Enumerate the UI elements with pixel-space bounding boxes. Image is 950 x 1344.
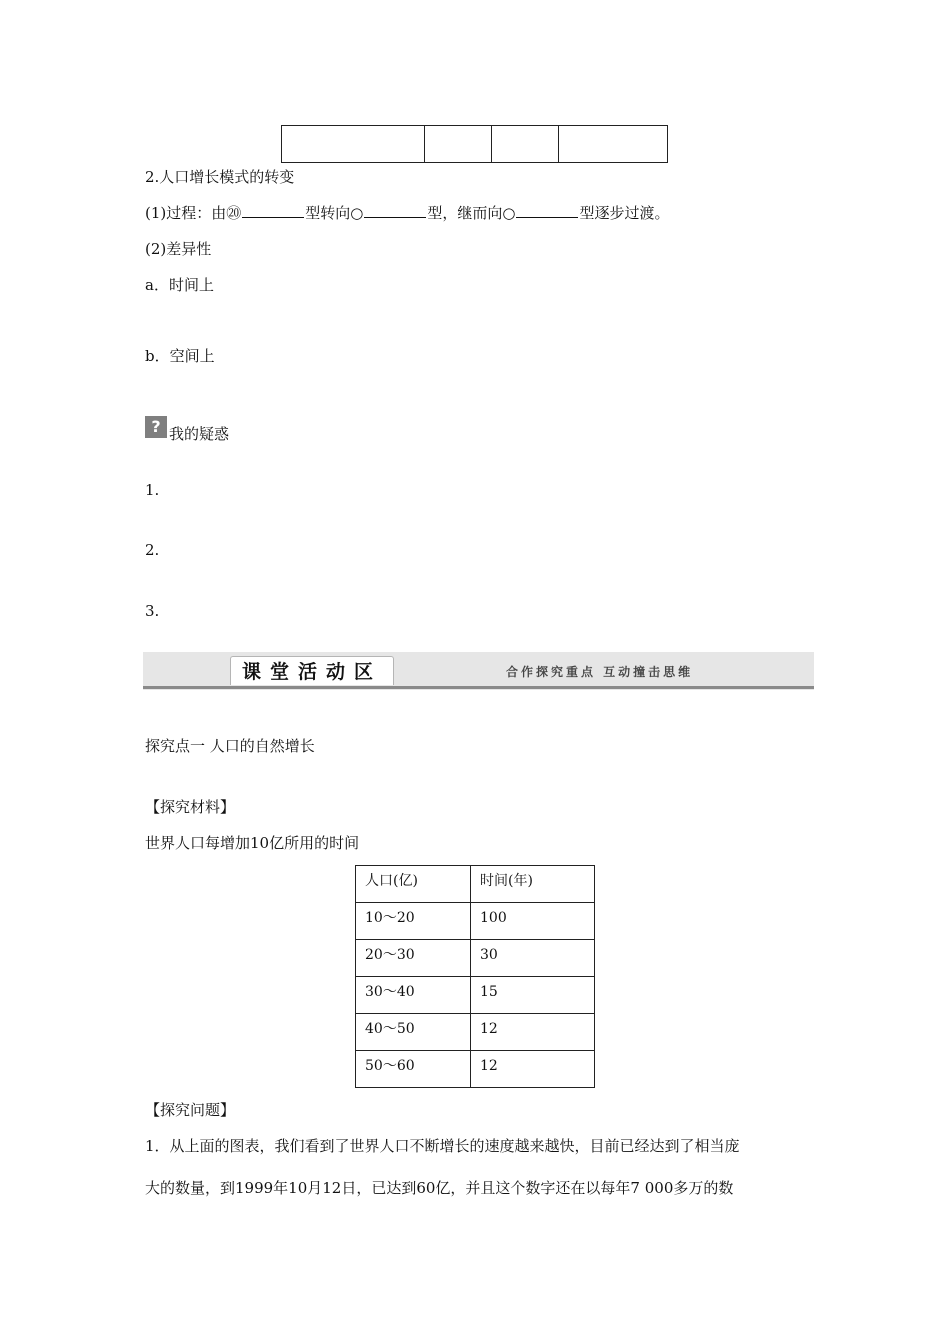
space-label: b．空间上 [145, 347, 215, 365]
table-row [356, 940, 595, 977]
empty-answer-table [281, 125, 668, 163]
process-line [145, 203, 669, 223]
table-row [356, 977, 595, 1014]
process-mid1: 型转向○ [305, 204, 364, 222]
table-cell [559, 126, 668, 163]
explore-point-title: 探究点一 人口的自然增长 [145, 737, 315, 755]
process-lead: (1)过程：由⑳ [145, 204, 242, 222]
process-mid2: 型，继而向○ [427, 204, 516, 222]
table-cell: 12 [471, 1051, 595, 1088]
banner-subtitle: 合作探究重点 互动撞击思维 [506, 665, 694, 679]
section-heading: 2.人口增长模式的转变 [145, 168, 295, 186]
table-cell: 12 [471, 1014, 595, 1051]
table-cell [425, 126, 492, 163]
fill-blank[interactable] [242, 203, 304, 218]
banner-divider [143, 686, 814, 689]
table-row [356, 1014, 595, 1051]
table-row [356, 903, 595, 940]
difference-heading: (2)差异性 [145, 240, 212, 258]
table-cell: 30 [471, 940, 595, 977]
fill-blank[interactable] [364, 203, 426, 218]
table-cell [492, 126, 559, 163]
question-label: 【探究问题】 [145, 1101, 236, 1119]
question-mark-icon: ? [145, 416, 167, 438]
doubt-item: 1. [145, 481, 160, 499]
table-cell [282, 126, 425, 163]
material-label: 【探究材料】 [145, 798, 236, 816]
table-cell: 15 [471, 977, 595, 1014]
time-label: a．时间上 [145, 276, 214, 294]
header-cell: 人口(亿) [356, 866, 471, 903]
population-table [355, 865, 595, 1088]
header-cell: 时间(年) [471, 866, 595, 903]
table-cell: 50～60 [356, 1051, 471, 1088]
question-text-line: 大的数量，到1999年10月12日，已达到60亿，并且这个数字还在以每年7 000多万的数 [145, 1179, 734, 1197]
table-caption: 世界人口每增加10亿所用的时间 [145, 834, 360, 852]
doubt-item: 3. [145, 602, 160, 620]
table-cell: 40～50 [356, 1014, 471, 1051]
table-cell: 10～20 [356, 903, 471, 940]
question-text-line: 1．从上面的图表，我们看到了世界人口不断增长的速度越来越快，目前已经达到了相当庞 [145, 1137, 740, 1155]
table-row [356, 1051, 595, 1088]
doubt-item: 2. [145, 541, 160, 559]
doubts-title: 我的疑惑 [169, 425, 230, 443]
table-header-row [356, 866, 595, 903]
table-cell: 100 [471, 903, 595, 940]
table-cell: 30～40 [356, 977, 471, 1014]
table-cell: 20～30 [356, 940, 471, 977]
process-end: 型逐步过渡。 [579, 204, 670, 222]
banner-tab-title: 课堂活动区 [230, 656, 394, 685]
fill-blank[interactable] [516, 203, 578, 218]
